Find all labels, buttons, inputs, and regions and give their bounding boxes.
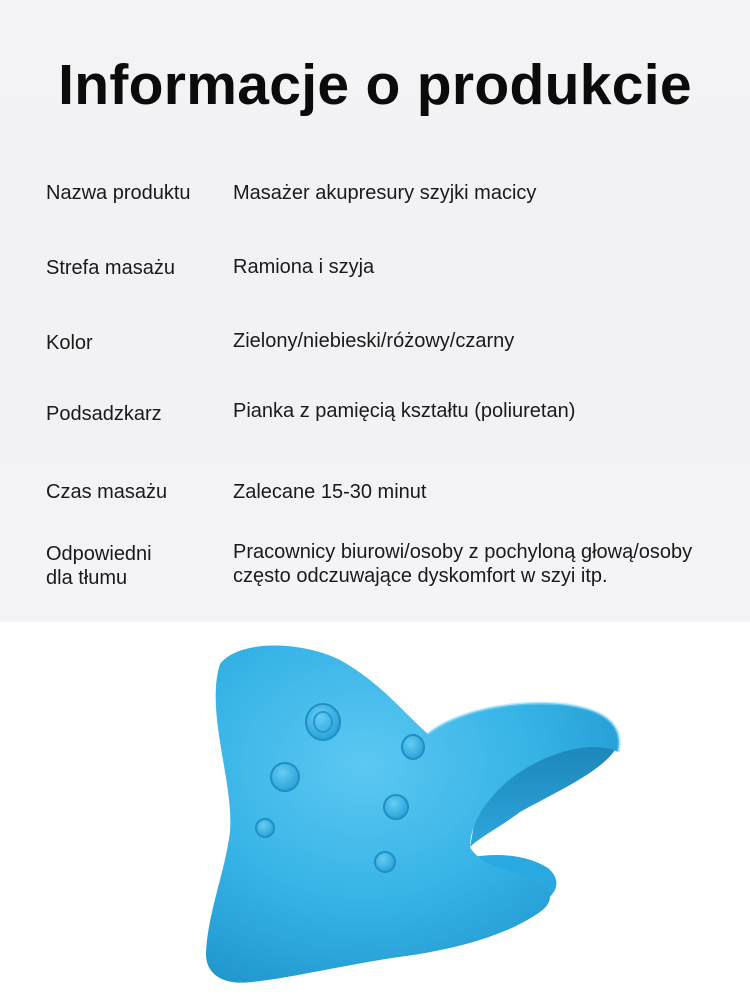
bump xyxy=(384,795,408,819)
spec-value-suitable-for: Pracownicy biurowi/osoby z pochyloną głową/osoby często odczuwające dyskomfort w szyi itp. xyxy=(233,541,693,587)
spec-value-massage-time: Zalecane 15-30 minut xyxy=(233,481,427,503)
spec-label-product-name: Nazwa produktu xyxy=(46,182,191,204)
page-title: Informacje o produkcie xyxy=(58,53,692,117)
product-image-area xyxy=(0,622,750,1000)
neck-massager-image xyxy=(0,622,750,1000)
spec-label-massage-time: Czas masażu xyxy=(46,481,168,503)
bump xyxy=(256,819,274,837)
spec-value-color: Zielony/niebieski/różowy/czarny xyxy=(233,330,515,352)
spec-label-color: Kolor xyxy=(46,332,93,354)
bump xyxy=(271,763,299,791)
spec-label-suitable-for: Odpowiedni dla tłumu xyxy=(46,543,152,589)
bump-large xyxy=(306,704,340,740)
spec-label-massage-zone: Strefa masażu xyxy=(46,257,175,279)
bump xyxy=(402,735,424,759)
spec-value-material: Pianka z pamięcią kształtu (poliuretan) xyxy=(233,400,576,422)
spec-label-material: Podsadzkarz xyxy=(46,403,162,425)
massager-body xyxy=(206,645,619,982)
spec-value-massage-zone: Ramiona i szyja xyxy=(233,256,375,278)
spec-value-product-name: Masażer akupresury szyjki macicy xyxy=(233,182,537,204)
bump xyxy=(375,852,395,872)
